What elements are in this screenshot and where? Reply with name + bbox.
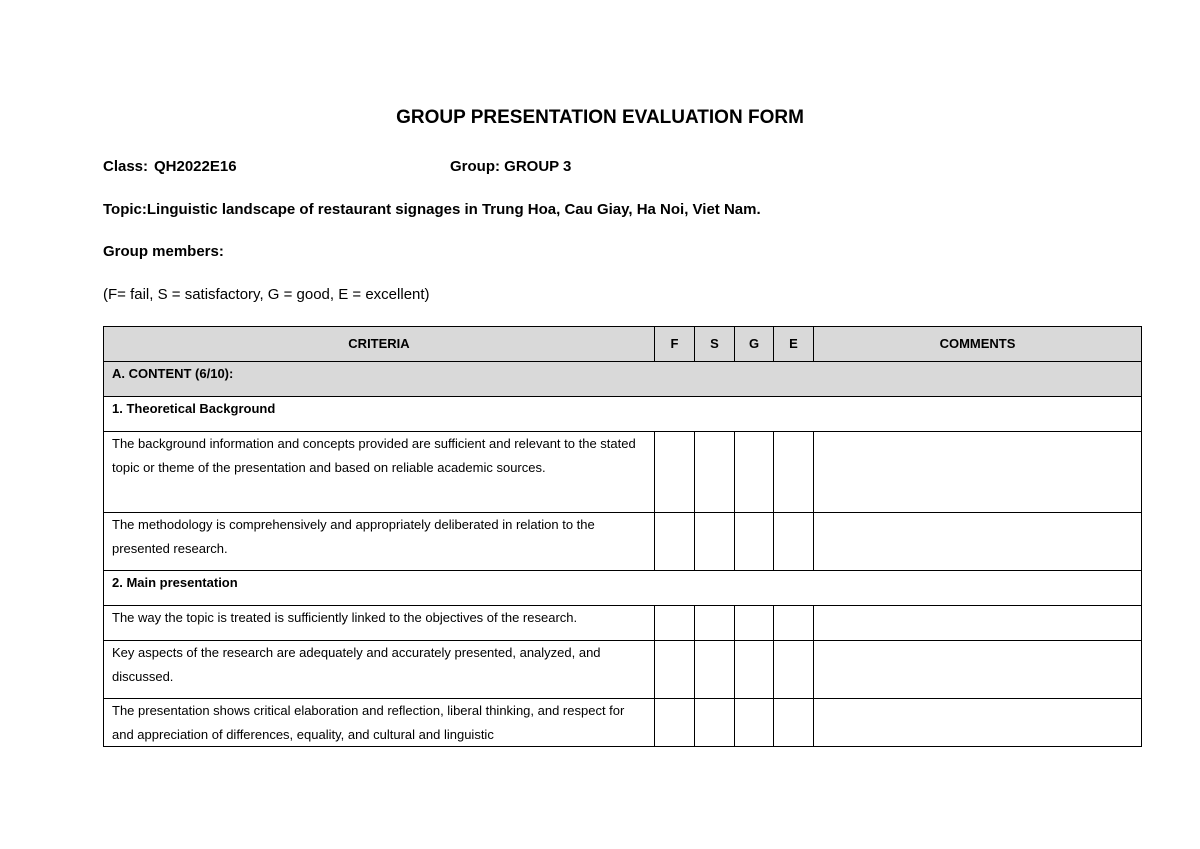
rating-cell-e[interactable]: [774, 606, 814, 641]
comment-cell[interactable]: [814, 699, 1142, 747]
table-row: [104, 606, 1142, 641]
criterion-text: The background information and concepts provided are sufficient and relevant to the stated topic or theme of the presentation and based on reliable academic sources.: [104, 432, 655, 513]
rating-cell-f[interactable]: [655, 699, 695, 747]
rating-cell-s[interactable]: [695, 513, 735, 571]
rating-cell-e[interactable]: [774, 432, 814, 513]
fail-header: F: [655, 327, 695, 362]
evaluation-table: [103, 326, 1142, 747]
rating-cell-g[interactable]: [735, 606, 774, 641]
comments-header: COMMENTS: [814, 327, 1142, 362]
section-content-title: A. CONTENT (6/10):: [104, 362, 1142, 397]
rating-legend: (F= fail, S = satisfactory, G = good, E = excellent): [103, 286, 430, 303]
table-row: [104, 513, 1142, 571]
rating-cell-f[interactable]: [655, 606, 695, 641]
comment-cell[interactable]: [814, 606, 1142, 641]
rating-cell-g[interactable]: [735, 699, 774, 747]
class-label: Class:: [103, 158, 149, 175]
topic-line: Topic:Linguistic landscape of restaurant signages in Trung Hoa, Cau Giay, Ha Noi, Viet Nam.: [103, 201, 761, 218]
rating-cell-f[interactable]: [655, 513, 695, 571]
criterion-text: The methodology is comprehensively and appropriately deliberated in relation to the presented research.: [104, 513, 655, 571]
table-row: [104, 432, 1142, 513]
criteria-header: CRITERIA: [104, 327, 655, 362]
subsection-main-presentation: 2. Main presentation: [104, 571, 1142, 606]
rating-cell-g[interactable]: [735, 432, 774, 513]
rating-cell-s[interactable]: [695, 641, 735, 699]
rating-cell-s[interactable]: [695, 606, 735, 641]
criterion-text: The presentation shows critical elaboration and reflection, liberal thinking, and respect for and appreciation of differences, equality, and cultural and linguistic: [104, 699, 655, 747]
rating-cell-f[interactable]: [655, 641, 695, 699]
form-title: GROUP PRESENTATION EVALUATION FORM: [396, 107, 804, 128]
class-value: QH2022E16: [154, 158, 237, 175]
rating-cell-e[interactable]: [774, 641, 814, 699]
table-header-row: [104, 327, 1142, 362]
good-header: G: [735, 327, 774, 362]
rating-cell-s[interactable]: [695, 432, 735, 513]
subsection-row: [104, 397, 1142, 432]
rating-cell-f[interactable]: [655, 432, 695, 513]
comment-cell[interactable]: [814, 432, 1142, 513]
comment-cell[interactable]: [814, 641, 1142, 699]
excellent-header: E: [774, 327, 814, 362]
rating-cell-e[interactable]: [774, 513, 814, 571]
section-row: [104, 362, 1142, 397]
table-row: [104, 699, 1142, 747]
rating-cell-g[interactable]: [735, 641, 774, 699]
satisfactory-header: S: [695, 327, 735, 362]
table-row: [104, 641, 1142, 699]
rating-cell-g[interactable]: [735, 513, 774, 571]
subsection-row: [104, 571, 1142, 606]
rating-cell-s[interactable]: [695, 699, 735, 747]
group-members-label: Group members:: [103, 243, 224, 260]
criterion-text: The way the topic is treated is sufficiently linked to the objectives of the research.: [104, 606, 655, 641]
group-label: Group: GROUP 3: [450, 158, 572, 175]
comment-cell[interactable]: [814, 513, 1142, 571]
rating-cell-e[interactable]: [774, 699, 814, 747]
criterion-text: Key aspects of the research are adequately and accurately presented, analyzed, and discussed.: [104, 641, 655, 699]
subsection-theoretical-background: 1. Theoretical Background: [104, 397, 1142, 432]
